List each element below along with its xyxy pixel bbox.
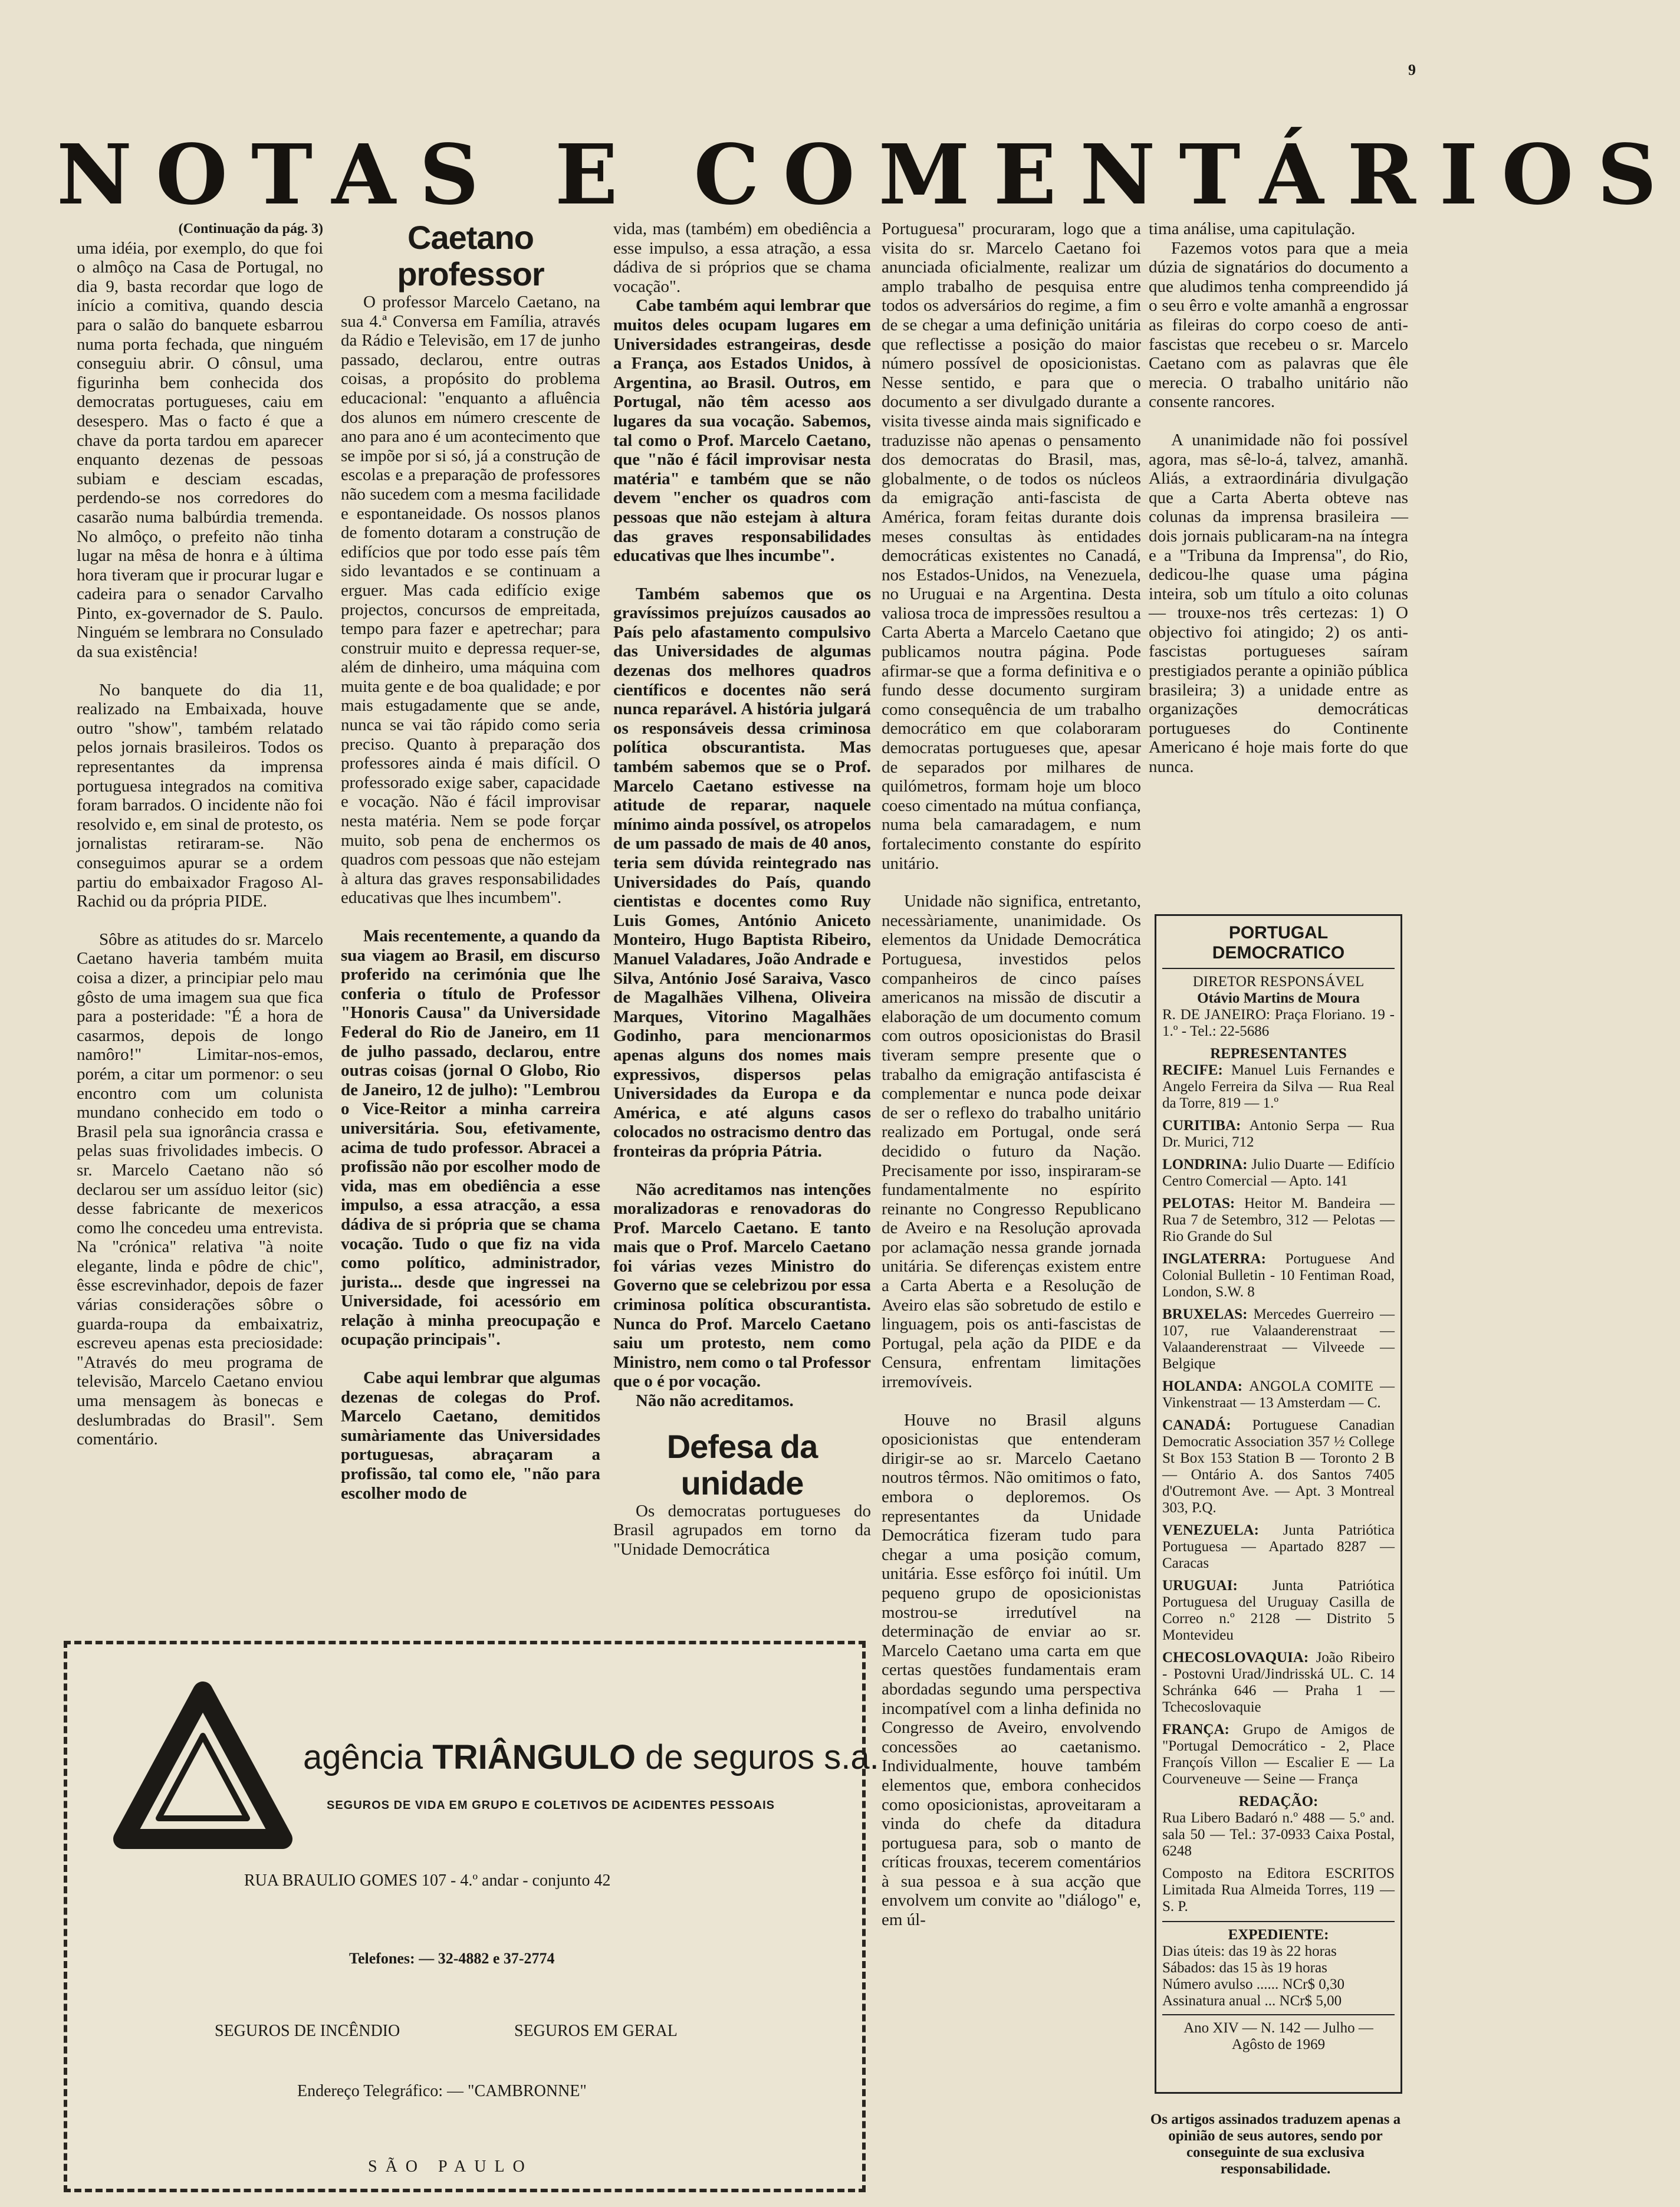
triangle-logo-icon [114, 1680, 291, 1857]
paragraph: Os democratas portugueses do Brasil agrupados em torno da "Unidade Democrática [613, 1501, 871, 1559]
representative-entry [1162, 1306, 1395, 1372]
divider [1162, 968, 1395, 969]
paragraph: Unidade não significa, entretanto, necessàriamente, unanimidade. Os elementos da Unidade Democrática Portuguesa, investidos pelos companheiros de cinco países americanos na missão de discutir a elaboração de um documento comum com outros oposicionistas do Brasil tiveram sempre presente que o trabalho da emigração antifascista é complementar e nunca pode deixar de ser o reflexo do trabalho unitário realizado em Portugal, onde será decidido o futuro da Nação. Precisamente por isso, inspiraram-se fundamentalmente no espírito reinante no Congresso Republicano de Aveiro e na Resolução aprovada por aclamação nessa grande jornada unitária. Se diferenças existem entre a Carta Aberta e a Resolução de Aveiro elas são sobretudo de estilo e linguagem, pois os anti-fascistas de Portugal, pela ação da PIDE e da Censura, enfrentam limitações irremovíveis. [882, 892, 1141, 1392]
paragraph: Portuguesa" procuraram, logo que a visita do sr. Marcelo Caetano foi anunciada oficialmente, realizar um amplo trabalho de pesquisa entre todos os adversários do regime, a fim de se chegar a uma definição unitária que reflectisse a posição do maior número possível de oposicionistas. Nesse sentido, e para que o documento a ser divulgado durante a visita tivesse ainda mais significado e traduzisse não apenas o pensamento dos democratas do Brasil, mas, globalmente, o de todos os núcleos da emigração anti-fascista de América, foram feitas durante dois meses consultas às entidades democráticas existentes no Canadá, nos Estados-Unidos, na Venezuela, no Uruguai e na Argentina. Desta valiosa troca de impressões resultou a Carta Aberta a Marcelo Caetano que publicamos noutra página. Pode afirmar-se que a forma definitiva e o fundo desse documento surgiram como consequência de um trabalho democrático em que colaboraram democratas portugueses que, apesar de separados por milhares de quilómetros, formam hoje um bloco coeso cimentado na mútua confiança, numa bela camaradagem, e num fortalecimento constante do espírito unitário. [882, 219, 1141, 873]
representative-entry [1162, 1062, 1395, 1112]
ad-address: RUA BRAULIO GOMES 107 - 4.º andar - conjunto 42 [244, 1871, 611, 1890]
paragraph: Mais recentemente, a quando da sua viagem ao Brasil, em discurso proferido na cerimónia que lhe conferia o título de Professor "Honoris Causa" da Universidade Federal do Rio de Janeiro, em 11 de julho passado, declarou, entre outras coisas (jornal O Globo, Rio de Janeiro, 12 de julho): "Lembrou o Vice-Reitor a minha carreira universitária. Sou, efetivamente, acima de tudo professor. Abracei a profissão não por escolher modo de vida, mas em obediência a esse impulso, a essa atracção, a essa dádiva de si própria que se chama vocação. Tudo o que fiz na vida como político, administrador, jurista... desde que ingressei na Universidade, foi acessório em relação à minha preocupação e ocupação principais". [341, 927, 600, 1349]
article-column-2 [341, 219, 600, 1623]
representative-place: INGLATERRA: [1162, 1251, 1286, 1267]
representative-text: Portuguese And Colonial Bulletin - 10 Fentiman Road, London, S.W. 8 [1162, 1251, 1395, 1300]
representative-text: Julio Duarte — Edifício Centro Comercial — Apto. 141 [1162, 1157, 1395, 1189]
director-name: Otávio Martins de Moura [1197, 990, 1360, 1006]
representative-place: CURITIBA: [1162, 1118, 1250, 1134]
publication-address: R. DE JANEIRO: Praça Floriano. 19 - 1.º - Tel.: 22-5686 [1162, 1007, 1395, 1039]
representative-text: Grupo de Amigos de "Portugal Democrático - 2, Place Françoís Villon — Escalier E — La Courveneuve — Seine — França [1162, 1722, 1395, 1787]
printer-info: Composto na Editora ESCRITOS Limitada Rua Almeida Torres, 119 — S. P. [1162, 1866, 1395, 1914]
representative-place: LONDRINA: [1162, 1157, 1252, 1173]
ad-city: SÃO PAULO [368, 2157, 533, 2176]
ad-brand [303, 1738, 879, 1777]
publication-title: PORTUGAL [1228, 923, 1329, 942]
representative-entry [1162, 1522, 1395, 1572]
paragraph: Sôbre as atitudes do sr. Marcelo Caetano haveria também muita coisa a dizer, a principiar pelo mau gôsto de uma imagem sua que fica para a posteridade: "É a hora de casarmos, depois de longo namôro!" Limitar-nos-emos, porém, a citar um pormenor: o seu encontro com um colunista mundano conhecido em todo o Brasil pela sua ignorância crassa e pelas suas frivolidades imbecis. O sr. Marcelo Caetano não só declarou ser um assíduo leitor (sic) desse fabricante de mexericos como lhe concedeu uma entrevista. Na "crónica" relativa "à noite elegante, linda e pôdre de chic", êsse escrevinhador, depois de fazer várias considerações sôbre o guarda-roupa da embaixatriz, escreveu apenas esta preciosidade: "Através do meu programa de televisão, Marcelo Caetano enviou uma mensagem às bonecas e deslumbradas do Brasil". Sem comentário. [77, 930, 323, 1449]
paragraph: O professor Marcelo Caetano, na sua 4.ª Conversa em Família, através da Rádio e Televisão, em 17 de junho passado, declarou, entre outras coisas, a propósito do problema educacional: "enquanto a afluência dos alunos em número crescente de ano para ano é um acontecimento que se impõe por si só, já a construção de escolas e a preparação de professores não sucedem com a mesma facilidade e espontaneidade. Os nossos planos de fomento dotaram a construção de edifícios que por todo esse país têm sido levantados e se continuam a erguer. Mas cada edifício exige projectos, concursos de empreitada, tempo para fazer e apetrechar; para construir muito e depressa requer-se, além de dinheiro, uma máquina com muita gente e de boa qualidade; e por mais estugadamente que se ande, nunca se vai tão rápido como seria preciso. Quanto à preparação dos professores ainda é mais difícil. O professorado exige saber, capacidade e vocação. Não é fácil improvisar nesta matéria. Nem se pode forçar muito, sob pena de enchermos os quadros com pessoas que não estejam à altura das graves responsabilidades educativas que lhes incumbem". [341, 293, 600, 908]
publication-info-box [1155, 914, 1402, 2094]
disclaimer-note: Os artigos assinados traduzem apenas a opinião de seus autores, sendo por conseguinte de sua exclusiva responsabilidade. [1150, 2111, 1401, 2177]
paragraph: Fazemos votos para que a meia dúzia de signatários do documento a que aludimos tenha compreendido já o seu êrro e volte amanhã a engrossar as fileiras do corpo coeso de anti-fascistas que recebeu o sr. Marcelo Caetano com as palavras que êle merecia. O trabalho unitário não consente rancores. [1149, 238, 1408, 412]
expediente-line: Número avulso ...... NCr$ 0,30 [1162, 1976, 1344, 1992]
representatives-list [1162, 1062, 1395, 1788]
expediente-line: Dias úteis: das 19 às 22 horas [1162, 1943, 1337, 1959]
brand-name: TRIÂNGULO [432, 1738, 636, 1776]
representative-place: CANADÁ: [1162, 1417, 1252, 1433]
publication-title: DEMOCRATICO [1212, 943, 1345, 963]
issue-info: Ano XIV — N. 142 — Julho — Agôsto de 1969 [1183, 2020, 1373, 2052]
paragraph: No banquete do dia 11, realizado na Embaixada, houve outro "show", também relatado pelos jornais brasileiros. Todos os representantes da imprensa portuguesa integrados na comitiva foram barrados. O incidente não foi resolvido e, em sinal de protesto, os jornalistas retiraram-se. Não conseguimos apurar se a ordem partiu do embaixador Fragoso Al-Rachid ou da própria PIDE. [77, 680, 323, 911]
divider [1162, 1921, 1395, 1922]
representative-text: Manuel Luis Fernandes e Angelo Ferreira da Silva — Rua Real da Torre, 819 — 1.º [1162, 1062, 1395, 1111]
representative-place: BRUXELAS: [1162, 1306, 1254, 1322]
paragraph: uma idéia, por exemplo, do que foi o almôço na Casa de Portugal, no dia 9, basta recordar que logo de início a comitiva, quando descia para o salão do banquete esbarrou numa porta fechada, que ninguém conseguiu abrir. O cônsul, uma figurinha bem conhecida dos democratas portugueses, caiu em desespero. Mas o facto é que a chave da porta tardou em aparecer enquanto dezenas de pessoas subiam e desciam escadas, perdendo-se nos corredores do casarão numa balbúrdia tremenda. No almôço, o prefeito não tinha lugar na mêsa de honra e à última hora tiveram que ir procurar lugar e cadeira para o senador Carvalho Pinto, ex-governador de S. Paulo. Ninguém se lembrara no Consulado da sua existência! [77, 238, 323, 662]
article-column-5 [1149, 219, 1408, 957]
article-headline: Caetano professor [397, 219, 544, 293]
representative-place: URUGUAI: [1162, 1578, 1273, 1594]
representative-entry [1162, 1578, 1395, 1644]
redacao-label: REDAÇÃO: [1238, 1794, 1319, 1809]
representative-entry [1162, 1196, 1395, 1245]
representatives-label: REPRESENTANTES [1210, 1046, 1347, 1062]
article-column-1 [77, 219, 323, 1623]
article-column-3 [613, 219, 871, 1653]
section-masthead: NOTAS E COMENTÁRIOS [57, 127, 1680, 224]
representative-entry [1162, 1251, 1395, 1300]
representative-text: João Ribeiro - Postovni Urad/Jindrisská UL. C. 14 Schránka 646 — Praha 1 — Tchecoslovaquie [1162, 1650, 1395, 1715]
paragraph: A unanimidade não foi possível agora, mas sê-lo-á, talvez, amanhã. Aliás, a extraordinária divulgação que a Carta Aberta obteve nas colunas da imprensa brasileira — dois jornais publicaram-na na íntegra e a "Tribuna da Imprensa", do Rio, dedicou-lhe quase uma página inteira, sob um título a oito colunas — trouxe-nos três certezas: 1) O objectivo foi atingido; 2) os anti-fascistas portugueses saíram prestigiados perante a opinião pública brasileira; 3) a unidade entre as organizações democráticas portugueses do Continente Americano é hoje mais forte do que nunca. [1149, 430, 1408, 777]
representative-place: HOLANDA: [1162, 1378, 1250, 1394]
representative-entry [1162, 1378, 1395, 1411]
representative-place: PELOTAS: [1162, 1196, 1244, 1211]
redacao-address: Rua Libero Badaró n.º 488 — 5.º and. sala 50 — Tel.: 37-0933 Caixa Postal, 6248 [1162, 1810, 1395, 1859]
representative-text: Mercedes Guerreiro — 107, rue Valaanderenstraat — Valaanderenstraat — Vilveede — Belgique [1162, 1306, 1395, 1372]
representative-entry [1162, 1722, 1395, 1788]
continuation-note: (Continuação da pág. 3) [178, 221, 323, 237]
divider [1162, 2014, 1395, 2015]
insurance-advertisement [64, 1641, 879, 2192]
paragraph: Houve no Brasil alguns oposicionistas que entenderam dirigir-se ao sr. Marcelo Caetano noutros têrmos. Não omitimos o fato, embora o deploremos. Os representantes da Unidade Democrática fizeram tudo para chegar a uma posição comum, unitária. Esse esfôrço foi inútil. Um pequeno grupo de oposicionistas mostrou-se irredutível na determinação de enviar ao sr. Marcelo Caetano uma carta em que certas questões fundamentais eram abordadas segundo uma perspectiva incompatível com a linha definida no Congresso de Aveiro, envolvendo concessões ao caetanismo. Individualmente, houve também elementos que, embora conhecidos como oposicionistas, aproveitaram a vinda do chefe da ditadura portuguesa para, sob o manto de críticas frouxas, tecerem comentários à sua pessoa e à sua acção que envolvem um convite ao "diálogo" e, em úl- [882, 1410, 1141, 1930]
representative-text: Portuguese Canadian Democratic Association 357 ½ College St Box 153 Station B — Toronto 2 B — Ontário A. dos Santos 7405 d'Outremont Ave. — Apt. 3 Montreal 303, P.Q. [1162, 1417, 1395, 1516]
ad-tagline: SEGUROS DE VIDA EM GRUPO E COLETIVOS DE ACIDENTES PESSOAIS [327, 1799, 775, 1812]
article-column-4 [882, 219, 1141, 2189]
paragraph: Cabe também aqui lembrar que muitos deles ocupam lugares em Universidades estrangeiras, desde a França, aos Estados Unidos, à Argentina, ao Brasil. Outros, em Portugal, não têm acesso aos lugares da sua vocação. Sabemos, tal como o Prof. Marcelo Caetano, que "não é fácil improvisar nesta matéria" e também que se não devem "encher os quadros com pessoas que não estejam à altura das graves responsabilidades educativas que lhes incumbe". [613, 296, 871, 566]
ad-service: SEGUROS DE INCÊNDIO [215, 2022, 400, 2040]
ad-telegraph: Endereço Telegráfico: — "CAMBRONNE" [297, 2082, 587, 2100]
representative-entry [1162, 1417, 1395, 1516]
paragraph: vida, mas (também) em obediência a esse impulso, a essa atração, a essa dádiva de si próprios que se chama vocação". [613, 219, 871, 296]
expediente-line: Assinatura anual ... NCr$ 5,00 [1162, 1993, 1342, 2009]
representative-entry [1162, 1157, 1395, 1190]
representative-text: Antonio Serpa — Rua Dr. Murici, 712 [1162, 1118, 1395, 1150]
representative-place: VENEZUELA: [1162, 1522, 1283, 1538]
brand-prefix: agência [303, 1738, 433, 1776]
representative-text: Junta Patriótica Portuguesa — Apartado 8287 — Caracas [1162, 1522, 1395, 1571]
representative-text: ANGOLA COMITE — Vinkenstraat — 13 Amsterdam — C. [1162, 1378, 1395, 1411]
representative-place: CHECOSLOVAQUIA: [1162, 1650, 1316, 1666]
ad-phones: Telefones: — 32-4882 e 37-2774 [349, 1950, 555, 1967]
page-number: 9 [1408, 61, 1416, 78]
paragraph: Não não acreditamos. [636, 1391, 794, 1411]
paragraph: Cabe aqui lembrar que algumas dezenas de colegas do Prof. Marcelo Caetano, demitidos sumàriamente das Universidades portuguesas, abraçaram a profissão, tal como ele, "não para escolher modo de [341, 1368, 600, 1503]
representative-place: RECIFE: [1162, 1062, 1231, 1078]
paragraph: Também sabemos que os gravíssimos prejuízos causados ao País pelo afastamento compulsivo das Universidades de algumas dezenas dos melhores quadros científicos e docentes não será nunca reparável. A história julgará os responsáveis dessa criminosa política obscurantista. Mas também sabemos que se o Prof. Marcelo Caetano estivesse na atitude de reparar, naquele mínimo ainda possível, os atropelos de um passado de mais de 40 anos, teria sem dúvida reintegrado nas Universidades do País, quando cientistas e docentes como Ruy Luis Gomes, António Aniceto Monteiro, Hugo Baptista Ribeiro, Manuel Valadares, João Andrade e Silva, António José Saraiva, Vasco de Magalhães Vilhena, Oliveira Marques, Vitorino Magalhães Godinho, para mencionarmos apenas alguns dos nomes mais expressivos, dispersos pelas Universidades da Europa e da América, e até alguns casos colocados no ostracismo dentro das fronteiras da própria Pátria. [613, 584, 871, 1161]
representative-entry [1162, 1118, 1395, 1151]
article-headline: Defesa da unidade [666, 1427, 818, 1502]
expediente-label: EXPEDIENTE: [1228, 1927, 1329, 1943]
paragraph: tima análise, uma capitulação. [1149, 219, 1356, 238]
representative-entry [1162, 1650, 1395, 1716]
director-label: DIRETOR RESPONSÁVEL [1192, 974, 1365, 990]
brand-suffix: de seguros s.a. [636, 1738, 879, 1776]
representative-place: FRANÇA: [1162, 1722, 1243, 1738]
representative-text: Heitor M. Bandeira — Rua 7 de Setembro, 312 — Pelotas — Rio Grande do Sul [1162, 1196, 1395, 1244]
representative-text: Junta Patriótica Portuguesa del Uruguay Casilla de Correo n.º 2128 — Distrito 5 Montevideu [1162, 1578, 1395, 1643]
ad-service: SEGUROS EM GERAL [514, 2022, 678, 2040]
paragraph: Não acreditamos nas intenções moralizadoras e renovadoras do Prof. Marcelo Caetano. E tanto mais que o Prof. Marcelo Caetano foi várias vezes Ministro do Governo que se celebrizou por essa criminosa política obscurantista. Nunca do Prof. Marcelo Caetano saiu um protesto, nem como Ministro, nem como o tal Professor que o é por vocação. [613, 1180, 871, 1391]
expediente-line: Sábados: das 15 às 19 horas [1162, 1960, 1327, 1976]
